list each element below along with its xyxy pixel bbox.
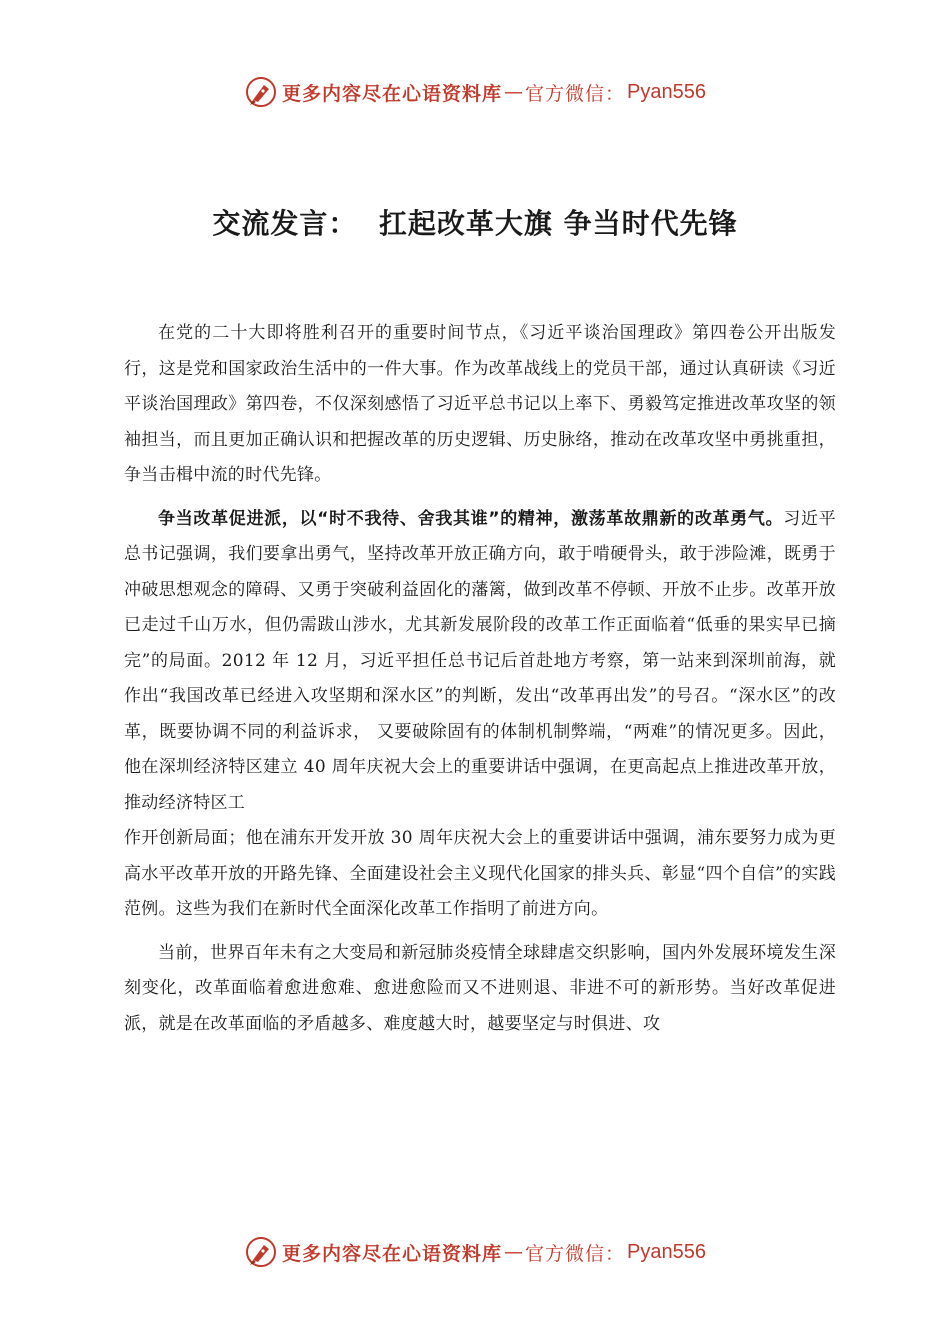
- pen-nib-logo-icon: [244, 1235, 278, 1269]
- footer-brand-text: 更多内容尽在心语资料库: [282, 1242, 503, 1265]
- pen-nib-logo-icon: [244, 75, 278, 109]
- paragraph-2: [124, 502, 836, 822]
- paragraph-2-text: 习近平总书记强调，我们要拿出勇气，坚持改革开放正确方向，敢于啃硬骨头，敢于涉险滩，既勇于冲破思想观念的障碍、又勇于突破利益固化的藩篱，做到改革不停顿、开放不止步。改革开放已走过千山万水，但仍需跋山涉水，尤其新发展阶段的改革工作正面临着“低垂的果实早已摘完”的局面。2012 年 12 月，习近平担任总书记后首赴地方考察，第一站来到深圳前海，就作出“我国改革已经进入攻坚期和深水区”的判断，发出“改革再出发”的号召。“深水区”的改革，既要协调不同的利益诉求， 又要破除固有的体制机制弊端，“两难”的情况更多。因此，他在深圳经济特区建立 40 周年庆祝大会上的重要讲话中强调，在更高起点上推进改革开放，推动经济特区工: [124, 508, 836, 813]
- header-banner: [0, 72, 950, 112]
- footer-separator: —: [504, 1241, 524, 1263]
- paragraph-3: 当前，世界百年未有之大变局和新冠肺炎疫情全球肆虐交织影响，国内外发展环境发生深刻变化，改革面临着愈进愈难、愈进愈险而又不进则退、非进不可的新形势。当好改革促进派，就是在改革面临的矛盾越多、难度越大时，越要坚定与时俱进、攻: [124, 942, 836, 1034]
- footer-official-label: 官方微信：: [525, 1242, 626, 1265]
- paragraph-2-continued: 作开创新局面；他在浦东开发开放 30 周年庆祝大会上的重要讲话中强调，浦东要努力成为更高水平改革开放的开路先锋、全面建设社会主义现代化国家的排头兵、彰显“四个自信”的实践范例。这些为我们在新时代全面深化改革工作指明了前进方向。: [124, 828, 836, 919]
- banner-separator: —: [504, 81, 524, 103]
- document-title: 交流发言： 扛起改革大旗 争当时代先锋: [212, 207, 738, 240]
- document-body: [124, 316, 836, 1042]
- footer-banner: [0, 1232, 950, 1272]
- paragraph-2-lead: 争当改革促进派，以“时不我待、舍我其谁”的精神，激荡革故鼎新的改革勇气。: [158, 508, 784, 529]
- paragraph-1: 在党的二十大即将胜利召开的重要时间节点，《习近平谈治国理政》第四卷公开出版发行，这是党和国家政治生活中的一件大事。作为改革战线上的党员干部，通过认真研读《习近平谈治国理政》第四卷，不仅深刻感悟了习近平总书记以上率下、勇毅笃定推进改革攻坚的领袖担当，而且更加正确认识和把握改革的历史逻辑、历史脉络，推动在改革攻坚中勇挑重担，争当击楫中流的时代先锋。: [124, 323, 836, 485]
- banner-wechat-id: Pyan556: [627, 80, 706, 103]
- banner-official-label: 官方微信：: [525, 82, 626, 105]
- footer-wechat-id: Pyan556: [627, 1240, 706, 1263]
- banner-brand-text: 更多内容尽在心语资料库: [282, 82, 503, 105]
